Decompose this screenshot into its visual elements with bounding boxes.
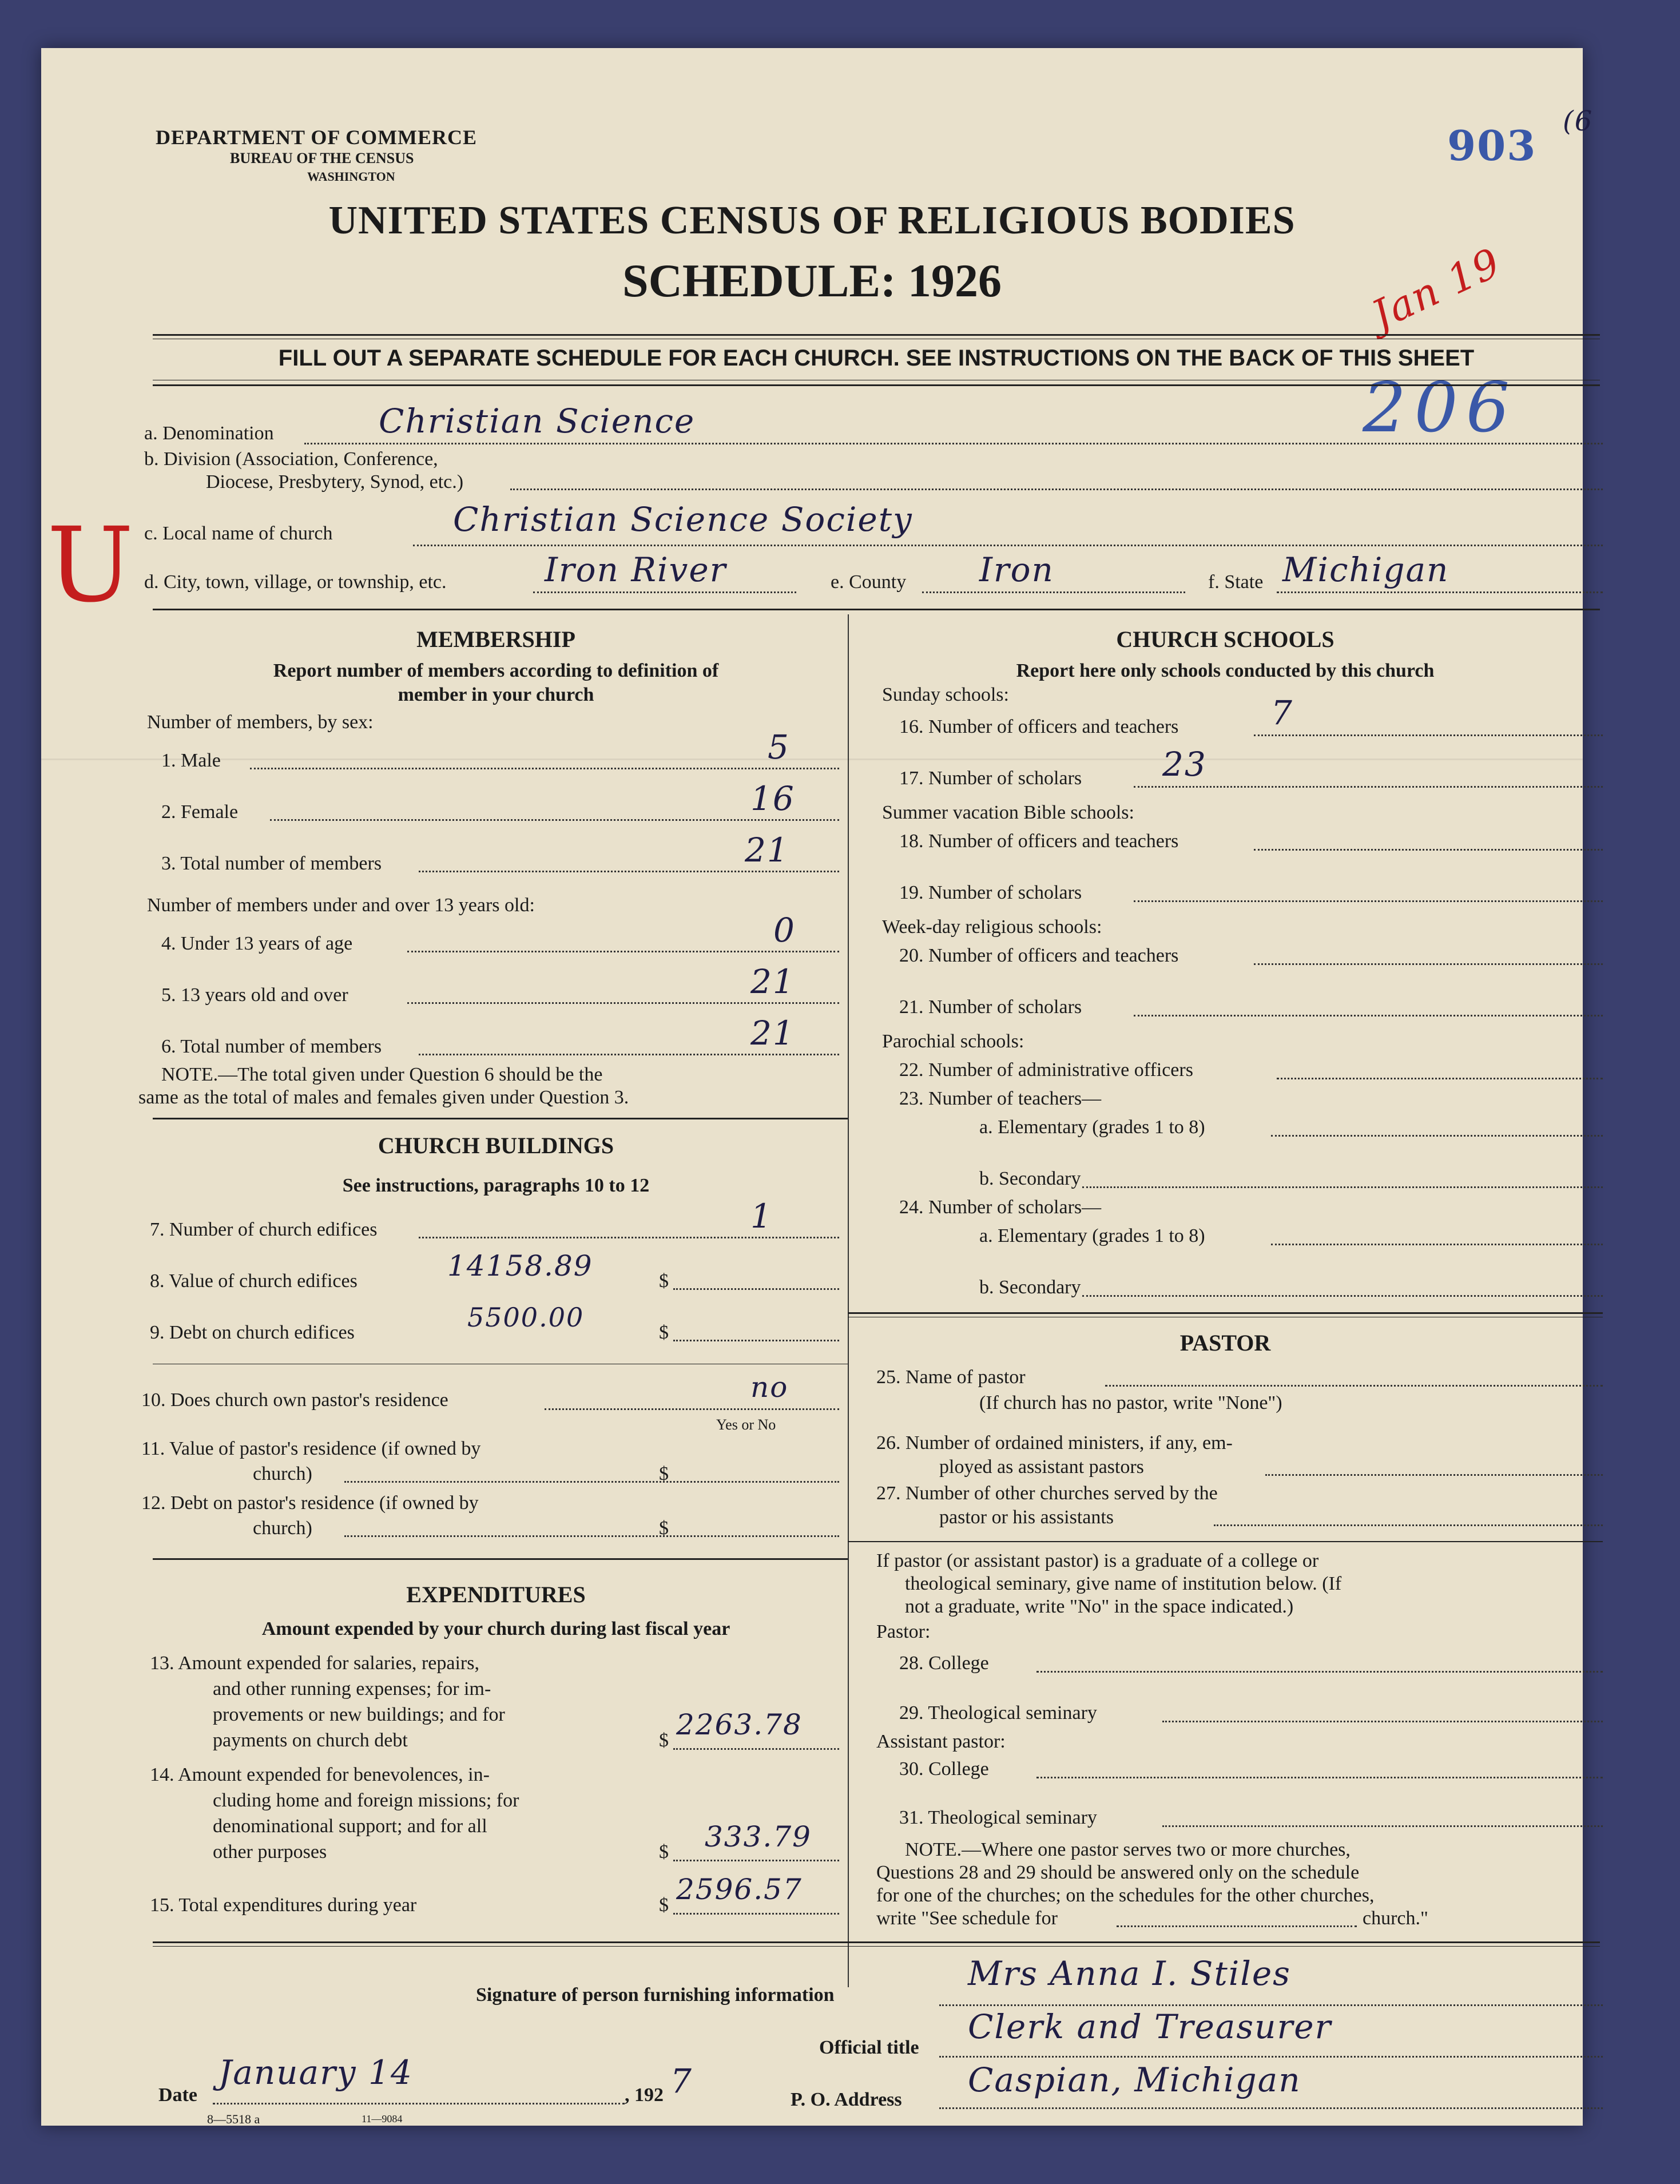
graduate-note-1: If pastor (or assistant pastor) is a graduate of a college or [876,1550,1319,1571]
pastor-note-2: Questions 28 and 29 should be answered only on the schedule [876,1862,1360,1883]
q23a-line[interactable] [1271,1135,1603,1137]
q9-dollar: $ [659,1322,669,1343]
q12-label-2: church) [253,1518,312,1539]
instructions-banner: FILL OUT A SEPARATE SCHEDULE FOR EACH CHURCH. SEE INSTRUCTIONS ON THE BACK OF THIS SHEET [278,346,1475,371]
q8-value[interactable]: 14158.89 [447,1249,593,1282]
department-name: DEPARTMENT OF COMMERCE [156,126,478,149]
footer-rule-thin [153,1946,1600,1947]
official-title-value[interactable]: Clerk and Treasurer [968,2007,1332,2046]
signature-value[interactable]: Mrs Anna I. Stiles [968,1954,1291,1993]
membership-note-2: same as the total of males and females given under Question 3. [138,1087,629,1108]
members-by-age-label: Number of members under and over 13 years old: [147,895,535,916]
q8-dollar: $ [659,1270,669,1292]
q17-line [1134,786,1603,788]
q29-label: 29. Theological seminary [899,1702,1097,1724]
q13-label-1: 13. Amount expended for salaries, repairs, [150,1653,479,1674]
county-value[interactable]: Iron [979,550,1054,589]
q31-label: 31. Theological seminary [899,1807,1097,1828]
division-line[interactable] [510,489,1603,490]
column-divider [848,614,849,1987]
q11-label-2: church) [253,1463,312,1484]
denomination-label: a. Denomination [144,423,274,444]
state-line [1277,591,1603,593]
q6-total-value[interactable]: 21 [750,1014,795,1053]
membership-note-1: NOTE.—The total given under Question 6 should be the [161,1064,603,1085]
q7-edifices-value[interactable]: 1 [750,1197,773,1236]
q14-line [673,1860,839,1861]
q19-label: 19. Number of scholars [899,882,1082,903]
city-line [533,591,796,593]
q25-line[interactable] [1105,1385,1603,1387]
banner-rule-bottom [153,384,1600,386]
q22-line[interactable] [1277,1078,1603,1079]
q1-line [250,768,839,769]
membership-heading: MEMBERSHIP [416,626,575,652]
pastor-heading: PASTOR [1179,1330,1271,1356]
q4-under13-value[interactable]: 0 [773,911,796,950]
q23b-label: b. Secondary [979,1168,1081,1189]
q1-male-value[interactable]: 5 [768,728,790,767]
q11-line[interactable] [344,1481,839,1483]
q14-dollar: $ [659,1841,669,1863]
q23-label: 23. Number of teachers— [899,1088,1102,1109]
schools-intro: Report here only schools conducted by this church [1016,660,1435,681]
membership-intro-2: member in your church [398,684,594,705]
q27-line[interactable] [1214,1524,1603,1526]
q12-dollar: $ [659,1518,669,1539]
signature-line [939,2004,1603,2006]
q3-total-value[interactable]: 21 [745,831,789,869]
q15-label: 15. Total expenditures during year [150,1895,417,1916]
schedule-year: SCHEDULE: 1926 [622,255,1002,307]
pastor-note-1: NOTE.—Where one pastor serves two or more churches, [905,1839,1351,1860]
q2-line [270,819,839,821]
pastor-sub-label: Pastor: [876,1621,931,1642]
q14-label-2: cluding home and foreign missions; for [213,1790,519,1811]
footer-rule [153,1941,1600,1943]
q10-label: 10. Does church own pastor's residence [141,1389,448,1411]
q17-label: 17. Number of scholars [899,768,1082,789]
q2-label: 2. Female [161,801,239,823]
q26-label-2: ployed as assistant pastors [939,1456,1144,1478]
form-title: UNITED STATES CENSUS OF RELIGIOUS BODIES [328,198,1296,243]
census-schedule-sheet [41,48,1594,2126]
q13-label-2: and other running expenses; for im- [213,1678,491,1699]
q8-label: 8. Value of church edifices [150,1270,358,1292]
church-name-label: c. Local name of church [144,523,333,544]
summer-schools-label: Summer vacation Bible schools: [882,802,1134,823]
form-number: 8—5518 a [207,2112,260,2126]
q27-label-1: 27. Number of other churches served by the [876,1483,1218,1504]
county-line [922,591,1185,593]
q4-line [407,951,839,952]
q2-female-value[interactable]: 16 [750,779,795,818]
official-title-label: Official title [819,2037,919,2058]
q9-value[interactable]: 5500.00 [467,1302,585,1333]
division-label-1: b. Division (Association, Conference, [144,448,438,470]
q14-label-3: denominational support; and for all [213,1816,487,1837]
q12-line[interactable] [344,1535,839,1537]
q3-line [419,871,839,872]
membership-rule [153,1118,848,1119]
assistant-pastor-label: Assistant pastor: [876,1731,1006,1752]
q15-line [673,1913,839,1915]
q23a-label: a. Elementary (grades 1 to 8) [979,1117,1205,1138]
signature-label: Signature of person furnishing information [476,1984,835,2006]
po-address-label: P. O. Address [791,2089,902,2110]
buildings-intro: See instructions, paragraphs 10 to 12 [342,1175,650,1196]
q5-label: 5. 13 years old and over [161,984,348,1006]
q25-label: 25. Name of pastor [876,1367,1026,1388]
q24b-line[interactable] [1082,1295,1603,1297]
q13-label-4: payments on church debt [213,1730,408,1751]
q5-line [407,1002,839,1004]
q24a-line[interactable] [1271,1244,1603,1245]
q19-line[interactable] [1134,900,1603,902]
q6-label: 6. Total number of members [161,1036,382,1057]
q20-label: 20. Number of officers and teachers [899,945,1179,966]
q1-label: 1. Male [161,750,221,771]
stamp-number: 903 [1447,121,1537,170]
q9-label: 9. Debt on church edifices [150,1322,355,1343]
q30-line[interactable] [1036,1777,1603,1778]
banner-rule-top [153,334,1600,336]
membership-intro-1: Report number of members according to definition of [273,660,719,681]
q10-line [545,1408,839,1410]
q14-label-4: other purposes [213,1841,327,1863]
corner-mark: (6 [1563,105,1594,137]
pastor-note-5: church." [1363,1908,1428,1929]
graduate-note-3: not a graduate, write "No" in the space indicated.) [905,1596,1294,1617]
q18-label: 18. Number of officers and teachers [899,831,1179,852]
county-label: e. County [831,571,907,593]
state-label: f. State [1208,571,1264,593]
q23b-line[interactable] [1082,1186,1603,1188]
bureau-city: WASHINGTON [307,169,395,184]
bureau-name: BUREAU OF THE CENSUS [230,150,414,166]
division-label-2: Diocese, Presbytery, Synod, etc.) [206,471,464,493]
q5-over13-value[interactable]: 21 [750,962,795,1001]
year-prefix: , 192 [625,2084,664,2106]
q11-label-1: 11. Value of pastor's residence (if owned by [141,1438,481,1459]
buildings-rule [153,1558,848,1560]
graduate-note-2: theological seminary, give name of institution below. (If [905,1573,1342,1594]
q29-line[interactable] [1162,1721,1603,1722]
date-value[interactable]: January 14 [219,2053,413,2092]
q6-line [419,1054,839,1055]
q16-label: 16. Number of officers and teachers [899,716,1179,737]
q22-label: 22. Number of administrative officers [899,1059,1193,1081]
q21-line[interactable] [1134,1015,1603,1016]
section-rule [153,609,1600,610]
q13-value[interactable]: 2263.78 [676,1708,803,1741]
official-title-line [939,2056,1603,2058]
pastor-note-3: for one of the churches; on the schedules for the other churches, [876,1885,1375,1906]
q20-line[interactable] [1254,963,1603,965]
date-label: Date [158,2084,197,2106]
buildings-heading: CHURCH BUILDINGS [378,1133,614,1158]
code-number: 206 [1363,368,1518,448]
denomination-value[interactable]: Christian Science [379,402,696,440]
q13-dollar: $ [659,1730,669,1751]
q3-label: 3. Total number of members [161,853,382,874]
q25-note: (If church has no pastor, write "None") [979,1392,1282,1413]
q17-value[interactable]: 23 [1162,745,1207,784]
fold-crease [41,759,1583,760]
received-date-stamp: Jan 19 [1364,239,1508,339]
q7-label: 7. Number of church edifices [150,1219,378,1240]
pastor-divider [848,1541,1603,1542]
q14-label-1: 14. Amount expended for benevolences, in- [150,1764,490,1785]
expenditures-heading: EXPENDITURES [406,1582,586,1607]
q4-label: 4. Under 13 years of age [161,933,353,954]
q15-value[interactable]: 2596.57 [676,1873,803,1906]
q30-label: 30. College [899,1758,989,1780]
q15-dollar: $ [659,1895,669,1916]
see-schedule-line[interactable] [1117,1925,1357,1927]
q12-label-1: 12. Debt on pastor's residence (if owned by [141,1492,479,1514]
q26-line[interactable] [1265,1474,1603,1476]
q24-label: 24. Number of scholars— [899,1197,1102,1218]
schools-rule [848,1312,1603,1314]
sunday-schools-label: Sunday schools: [882,684,1009,705]
print-code: 11—9084 [362,2113,403,2125]
q28-label: 28. College [899,1653,989,1674]
date-line [213,2103,625,2104]
weekday-schools-label: Week-day religious schools: [882,916,1102,938]
q27-label-2: pastor or his assistants [939,1507,1114,1528]
q28-line[interactable] [1036,1671,1603,1673]
pastor-note-4: write "See schedule for [876,1908,1058,1929]
q21-label: 21. Number of scholars [899,996,1082,1018]
q18-line[interactable] [1254,849,1603,851]
yes-no-hint: Yes or No [716,1416,776,1433]
denomination-line [304,443,1603,444]
q14-value[interactable]: 333.79 [705,1820,812,1853]
q7-line [419,1237,839,1238]
q24a-label: a. Elementary (grades 1 to 8) [979,1225,1205,1246]
q13-line [673,1748,839,1750]
church-name-line [413,545,1603,546]
q31-line[interactable] [1162,1825,1603,1827]
church-name-value[interactable]: Christian Science Society [453,500,913,539]
q10-value[interactable]: no [750,1371,789,1404]
margin-check-mark: U [47,506,135,625]
q8-line [673,1288,839,1290]
expenditures-intro: Amount expended by your church during last fiscal year [261,1618,730,1639]
q24b-label: b. Secondary [979,1277,1081,1298]
q13-label-3: provements or new buildings; and for [213,1704,505,1725]
state-value[interactable]: Michigan [1282,550,1449,589]
parochial-schools-label: Parochial schools: [882,1031,1024,1052]
year-value[interactable]: 7 [670,2062,693,2100]
po-address-line [939,2107,1603,2109]
members-by-sex-label: Number of members, by sex: [147,712,374,733]
city-value[interactable]: Iron River [545,550,727,589]
po-address-value[interactable]: Caspian, Michigan [968,2060,1301,2099]
q16-value[interactable]: 7 [1271,693,1293,732]
q9-line [673,1340,839,1341]
q26-label-1: 26. Number of ordained ministers, if any, em- [876,1432,1233,1454]
schools-heading: CHURCH SCHOOLS [1116,626,1335,652]
q11-dollar: $ [659,1463,669,1484]
city-label: d. City, town, village, or township, etc. [144,571,447,593]
q16-line [1254,734,1603,736]
